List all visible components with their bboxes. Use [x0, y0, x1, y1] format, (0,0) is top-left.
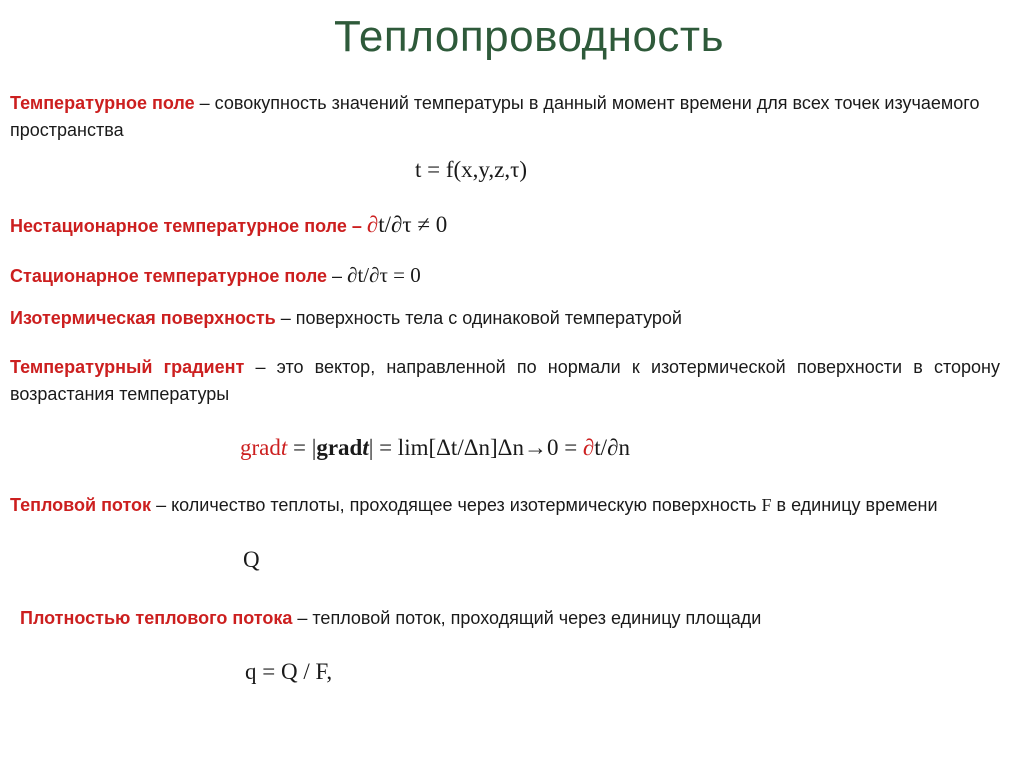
grad-label: grad [240, 435, 281, 460]
partial-symbol: ∂ [582, 435, 595, 460]
term-stationary: Стационарное температурное поле [10, 266, 328, 286]
definition-text: – это вектор, направленной по нормали к изотермической поверхности в сторону возрастания температуры [10, 357, 1000, 404]
definition-text: – количество теплоты, проходящее через изотермическую поверхность [151, 495, 762, 515]
slide-title: Теплопроводность [333, 12, 724, 61]
term-temperature-field: Температурное поле [10, 93, 195, 113]
term-nonstationary: Нестационарное температурное поле [10, 216, 347, 236]
partial-symbol: ∂ [366, 212, 379, 237]
formula-stationary: ∂t/∂τ = 0 [347, 263, 421, 287]
definition-gradient [10, 354, 1000, 408]
limit-part: | = lim[Δt/Δn]Δn→0 = [368, 435, 583, 460]
term-isothermal: Изотермическая поверхность [10, 308, 276, 328]
definition-stationary [10, 262, 1000, 290]
eq-part: = | [287, 435, 317, 460]
bold-grad: grad [316, 435, 363, 460]
dash: – [327, 266, 348, 286]
formula-nonstationary: t/∂τ ≠ 0 [378, 212, 448, 237]
term-heat-flow: Тепловой поток [10, 495, 152, 515]
term-gradient: Температурный градиент [10, 357, 245, 377]
term-heat-flux-density: Плотностью теплового потока [20, 608, 293, 628]
formula-gradient [240, 435, 630, 461]
definition-temperature-field [10, 90, 1000, 144]
grad-t: t [280, 435, 288, 460]
formula-temperature-field: t = f(x,y,z,τ) [415, 157, 528, 182]
definition-isothermal [10, 305, 1000, 332]
dash: – [346, 216, 367, 236]
definition-nonstationary [10, 211, 1000, 240]
definition-text: – тепловой поток, проходящий через единицу площади [292, 608, 762, 628]
formula-heat-flux-density: q = Q / F, [245, 659, 333, 684]
definition-text: – совокупность значений температуры в данный момент времени для всех точек изучаемого пространства [10, 93, 980, 140]
definition-text-end: в единицу времени [771, 495, 938, 515]
surface-symbol: F [761, 495, 772, 515]
definition-text: – поверхность тела с одинаковой температурой [275, 308, 682, 328]
formula-heat-flow: Q [243, 547, 260, 572]
end-part: t/∂n [594, 435, 630, 460]
bold-t: t [362, 435, 369, 460]
definition-heat-flow [10, 492, 1000, 519]
definition-heat-flux-density [20, 605, 1010, 632]
